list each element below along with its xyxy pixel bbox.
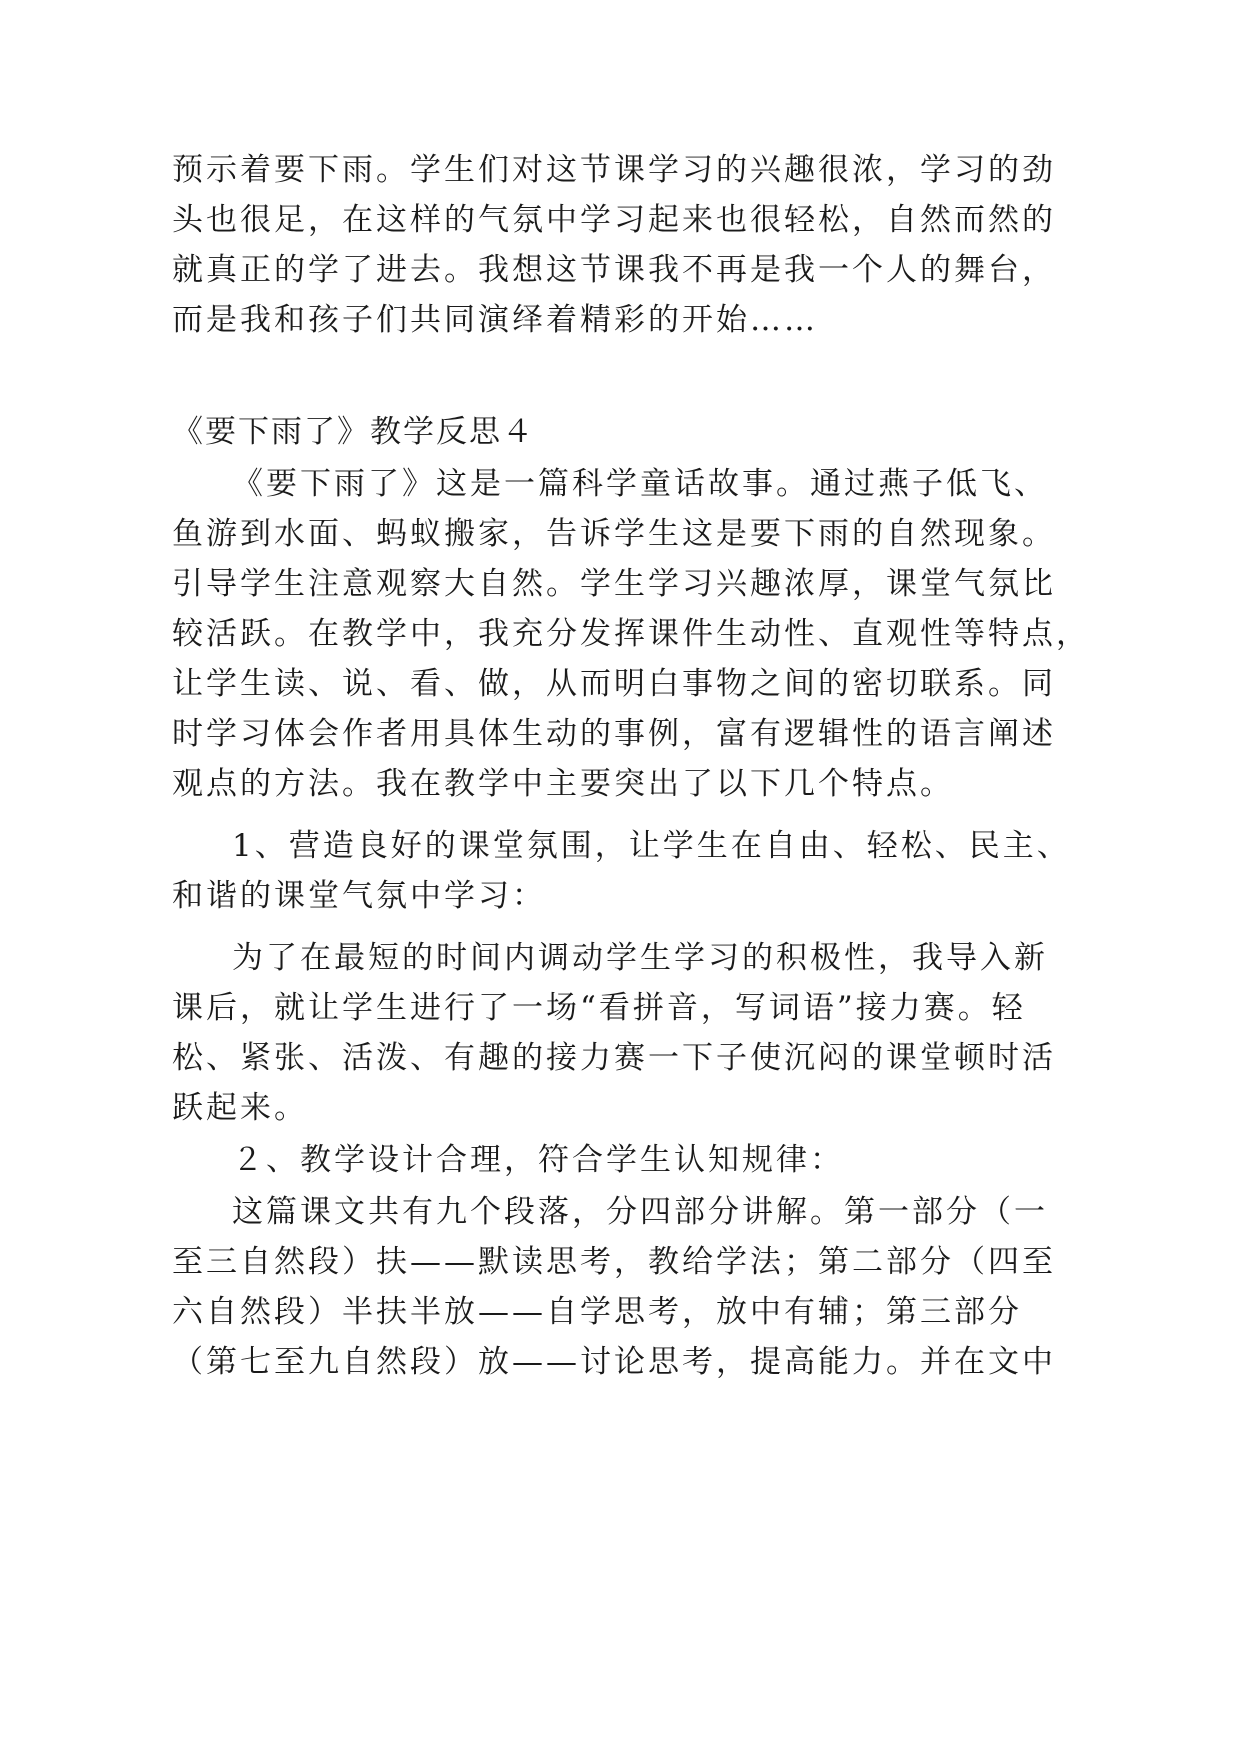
body-text-line: 至三自然段）扶——默读思考，教给学法；第二部分（四至: [172, 1244, 1056, 1280]
body-text-line: 松、紧张、活泼、有趣的接力赛一下子使沉闷的课堂顿时活: [172, 1040, 1056, 1076]
body-text-line: 头也很足，在这样的气氛中学习起来也很轻松，自然而然的: [172, 202, 1056, 238]
point-heading: 1、营造良好的课堂氛围，让学生在自由、轻松、民主、: [232, 828, 1071, 864]
body-text-line: 为了在最短的时间内调动学生学习的积极性，我导入新: [232, 940, 1048, 976]
body-text-line: 预示着要下雨。学生们对这节课学习的兴趣很浓，学习的劲: [172, 152, 1056, 188]
body-text-line: 时学习体会作者用具体生动的事例，富有逻辑性的语言阐述: [172, 716, 1056, 752]
body-text-line: 让学生读、说、看、做，从而明白事物之间的密切联系。同: [172, 666, 1056, 702]
body-text-line: （第七至九自然段）放——讨论思考，提高能力。并在文中: [172, 1344, 1056, 1380]
point-heading: ２、教学设计合理，符合学生认知规律：: [232, 1142, 844, 1178]
section-title: 《要下雨了》教学反思４: [172, 414, 535, 450]
body-text-line: 观点的方法。我在教学中主要突出了以下几个特点。: [172, 766, 954, 802]
body-text-line: 鱼游到水面、蚂蚁搬家，告诉学生这是要下雨的自然现象。: [172, 516, 1056, 552]
body-text-line: 这篇课文共有九个段落，分四部分讲解。第一部分（一: [232, 1194, 1048, 1230]
body-text-line: 六自然段）半扶半放——自学思考，放中有辅；第三部分: [172, 1294, 1022, 1330]
body-text-line: 课后，就让学生进行了一场“看拼音，写词语”接力赛。轻: [172, 990, 1026, 1026]
body-text-line: 引导学生注意观察大自然。学生学习兴趣浓厚，课堂气氛比: [172, 566, 1056, 602]
body-text-line: 较活跃。在教学中，我充分发挥课件生动性、直观性等特点，: [172, 616, 1090, 652]
body-text-line: 跃起来。: [172, 1090, 308, 1126]
body-text-line: 就真正的学了进去。我想这节课我不再是我一个人的舞台，: [172, 252, 1056, 288]
body-text-line: 《要下雨了》这是一篇科学童话故事。通过燕子低飞、: [232, 466, 1048, 502]
body-text-line: 而是我和孩子们共同演绎着精彩的开始……: [172, 302, 818, 338]
point-heading: 和谐的课堂气氛中学习：: [172, 878, 546, 914]
